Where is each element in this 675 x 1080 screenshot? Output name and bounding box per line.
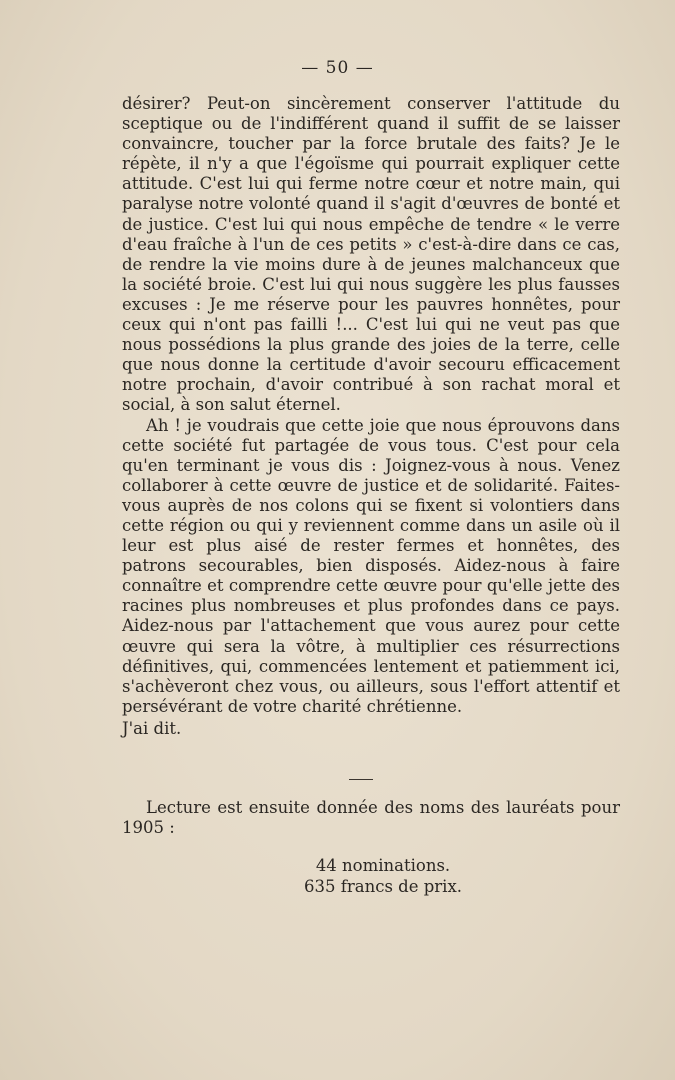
section-divider [349, 779, 373, 780]
paragraph-appeal: Ah ! je voudrais que cette joie que nous éprouvons dans cette société fut partagée de vous tous. C'est pour cela qu'en terminant je vous dis : Joignez-vous à nous. Venez collaborer à cette œuvre de justice et de solidarité. Faites-vous auprès de nos colons qui se fixent si volontiers dans cette région ou qui y reviennent comme dans un asile où il leur est plus aisé de rester fermes et honnêtes, des patrons secourables, bien disposés. Aidez-nous à faire connaître et comprendre cette œuvre pour qu'elle jette des racines plus nombreuses et plus profondes dans ce pays. Aidez-nous par l'attachement que vous aurez pour cette œuvre qui sera la vôtre, à multiplier ces résurrections définitives, qui, commencées lentement et patiemment ici, s'achèveront chez vous, ou ailleurs, sous l'effort attentif et persévérant de votre charité chrétienne. [122, 415, 620, 716]
body-text [122, 94, 620, 897]
page-number: — 50 — [301, 58, 374, 78]
prize-stats [122, 856, 620, 897]
nominations-count: 44 nominations. [315, 856, 451, 876]
paragraph-continuation: désirer? Peut-on sincèrement conserver l'attitude du sceptique ou de l'indifférent quand il suffit de se laisser convaincre, toucher par la force brutale des faits? Je le répète, il n'y a que l'égoïsme qui pourrait expliquer cette attitude. C'est lui qui ferme notre cœur et notre main, qui paralyse notre volonté quand il s'agit d'œuvres de bonté et de justice. C'est lui qui nous empêche de tendre « le verre d'eau fraîche à l'un de ces petits » c'est-à-dire dans ce cas, de rendre la vie moins dure à de jeunes malchanceux que la société broie. C'est lui qui nous suggère les plus fausses excuses : Je me réserve pour les pauvres honnêtes, pour ceux qui n'ont pas failli !... C'est lui qui ne veut pas que nous possédions la plus grande des joies de la terre, celle que nous donne la certitude d'avoir secouru efficacement notre prochain, d'avoir contribué à son rachat moral et social, à son salut éternel. [122, 94, 620, 415]
prize-amount: 635 francs de prix. [304, 876, 462, 896]
lecture-paragraph: Lecture est ensuite donnée des noms des lauréats pour 1905 : [122, 798, 620, 838]
signature-line: J'ai dit. [122, 718, 182, 738]
